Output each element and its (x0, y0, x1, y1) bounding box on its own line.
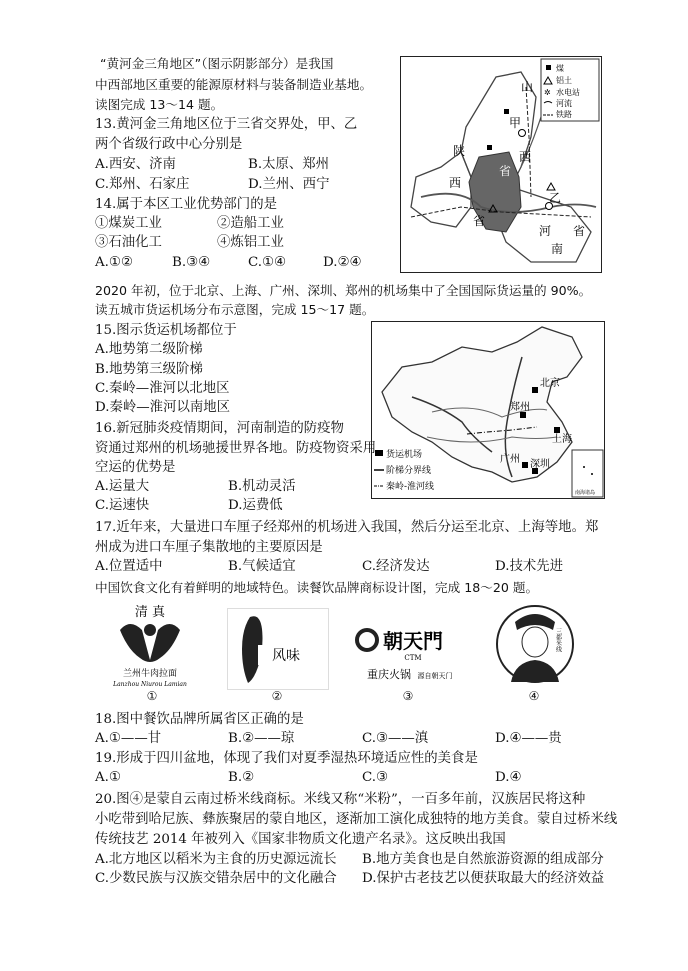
q13-stem1: 13.黄河金三角地区位于三省交界处，甲、乙 (95, 117, 358, 132)
q13-option-b[interactable]: B.太原、郑州 (248, 157, 330, 172)
map1-label-7: 省 (473, 214, 486, 228)
q13-stem2: 两个省级行政中心分别是 (95, 137, 243, 152)
city-guangzhou: 广州 (500, 454, 520, 465)
q17-option-b[interactable]: B.气候适宜 (228, 559, 296, 574)
logo3-tag: 源自朝天门 (417, 672, 453, 680)
q17-stem2: 州成为进口车厘子集散地的主要原因是 (95, 540, 323, 555)
q16-stem2: 资通过郑州的机场驰援世界各地。防疫物资采用 (95, 441, 377, 456)
intro3-line1: 中国饮食文化有着鲜明的地域特色。读餐饮品牌商标设计图，完成 18～20 题。 (95, 580, 539, 595)
q16-option-d[interactable]: D.运费低 (228, 498, 283, 513)
q14-option-b[interactable]: B.③④ (172, 255, 211, 270)
q16-stem1: 16.新冠肺炎疫情期间，河南制造的防疫物 (95, 421, 344, 436)
map1-label-3: 陕 (453, 144, 466, 158)
logo2-text: 风味 (272, 648, 300, 664)
logo-chaotianmen (353, 612, 453, 688)
inset-island-2 (591, 473, 593, 475)
legend-coal: 煤 (556, 64, 564, 73)
face-icon (522, 627, 548, 657)
logo3-sub: 重庆火锅 (367, 668, 411, 681)
q16-option-c[interactable]: C.运速快 (95, 498, 150, 513)
q15-option-b[interactable]: B.地势第三级阶梯 (95, 362, 203, 377)
city-zhengzhou: 郑州 (510, 402, 530, 413)
logo3-swirl-icon (357, 630, 377, 650)
map1-label-0: 山 (521, 80, 534, 94)
q13-option-d[interactable]: D.兰州、西宁 (248, 177, 330, 192)
intro2-line2: 读五城市货运机场分布示意图，完成 15～17 题。 (95, 302, 375, 317)
q15-option-a[interactable]: A.地势第二级阶梯 (95, 342, 203, 357)
railway-line-ns (526, 87, 531, 197)
logo3-svg (353, 612, 453, 688)
logo3-big-text: 朝天門 (383, 629, 443, 653)
q16-stem3: 空运的优势是 (95, 460, 176, 475)
legend-hydro: 水电站 (556, 88, 580, 97)
map1-label-2: 甲 (509, 116, 522, 130)
logo-caption-3: ③ (402, 689, 414, 703)
q17-option-d[interactable]: D.技术先进 (495, 559, 564, 574)
q18-option-d[interactable]: D.④——贵 (495, 731, 562, 746)
legend-bauxite: 铝土 (556, 76, 572, 85)
q14-item-3: ③石油化工 (95, 235, 162, 250)
q18-option-c[interactable]: C.③——滇 (362, 731, 429, 746)
intro1-line2: 中西部地区重要的能源原材料与装备制造业基地。 (95, 77, 373, 92)
legend-river: 河流 (556, 99, 572, 108)
q20-stem1: 20.图④是蒙自云南过桥米线商标。米线又称“米粉”，一百多年前，汉族居民将这种 (95, 792, 586, 807)
q16-option-a[interactable]: A.运量大 (95, 479, 150, 494)
q18-option-a[interactable]: A.①——甘 (95, 731, 162, 746)
airport-guangzhou (522, 462, 528, 468)
logo-caption-4: ④ (528, 689, 540, 703)
airport-beijing (532, 387, 538, 393)
q14-item-2: ②造船工业 (217, 216, 284, 231)
q14-item-4: ④炼铝工业 (217, 235, 284, 250)
bauxite-symbol (547, 183, 555, 190)
legend-rail: 铁路 (556, 110, 572, 119)
q14-option-d[interactable]: D.②④ (323, 255, 362, 270)
q15-option-c[interactable]: C.秦岭—淮河以北地区 (95, 381, 230, 396)
coal-symbol (504, 109, 509, 114)
q17-option-c[interactable]: C.经济发达 (362, 559, 430, 574)
inset-island (583, 466, 585, 468)
yellow-river-triangle-map (400, 56, 602, 273)
noodle-head-icon (144, 624, 156, 636)
logo4-svg (495, 600, 575, 686)
map1-label-5: 省 (499, 164, 512, 178)
map1-label-8: 河 (539, 224, 552, 238)
q19-option-d[interactable]: D.④ (495, 770, 522, 785)
coal-symbol-2 (487, 145, 492, 150)
legend-step: 阶梯分界线 (386, 466, 432, 476)
q20-stem3: 传统技艺 2014 年被列入《国家非物质文化遗产名录》。这反映出我国 (95, 832, 506, 847)
map1-label-9: 南 (551, 242, 564, 256)
q20-stem2: 小吃带到哈尼族、彝族聚居的蒙自地区，逐渐加工演化成独特的地方美食。蒙自过桥米线 (95, 812, 618, 827)
logo1-en-text: Lanzhou Niurou Lamian (113, 681, 187, 688)
q13-option-c[interactable]: C.郑州、石家庄 (95, 177, 190, 192)
q19-stem: 19.形成于四川盆地，体现了我们对夏季湿热环境适应性的美食是 (95, 751, 478, 766)
q20-option-b[interactable]: B.地方美食也是自然旅游资源的组成部分 (362, 852, 604, 867)
logo1-sub-text: 兰州牛肉拉面 (122, 669, 178, 679)
map1-label-6: 乙 (549, 191, 562, 205)
inset-label: 南海诸岛 (575, 490, 596, 496)
q17-stem1: 17.近年来，大量进口车厘子经郑州的机场进入我国，然后分运至北京、上海等地。郑 (95, 520, 599, 535)
map1-label-4: 西 (449, 176, 462, 190)
logo-mengzi-mixian (495, 600, 575, 686)
logo4-side-text: 三都米线 (554, 628, 562, 652)
q19-option-a[interactable]: A.① (95, 770, 121, 785)
q19-option-c[interactable]: C.③ (362, 770, 389, 785)
q20-option-d[interactable]: D.保护古老技艺以便获取最大的经济效益 (362, 871, 605, 886)
logo1-top-text: 清 真 (134, 605, 166, 620)
q19-option-b[interactable]: B.② (228, 770, 255, 785)
q14-option-a[interactable]: A.①② (95, 255, 133, 270)
q18-option-b[interactable]: B.②——琼 (228, 731, 295, 746)
logo1-svg (100, 600, 200, 688)
intro1-line3: 读图完成 13～14 题。 (95, 97, 224, 112)
map1-label-10: 省 (573, 224, 586, 238)
intro2-line1: 2020 年初，位于北京、上海、广州、深圳、郑州的机场集中了全国国际货运量的 90%。 (95, 283, 592, 298)
logo-lanzhou-lamian (100, 600, 200, 688)
city-beijing: 北京 (540, 378, 560, 389)
logo-taiwan-flavor (227, 608, 329, 690)
capital-jia-marker (519, 130, 526, 137)
q15-stem: 15.图示货运机场都位于 (95, 323, 237, 338)
map1-label-1: 西 (519, 150, 532, 164)
intro1-line1: “黄河金三角地区”（图示阴影部分）是我国 (100, 56, 334, 71)
city-shenzhen: 深圳 (530, 459, 550, 470)
logo-caption-2: ② (271, 689, 283, 703)
logo-caption-1: ① (146, 689, 158, 703)
q20-option-c[interactable]: C.少数民族与汉族交错杂居中的文化融合 (95, 871, 337, 886)
legend-hydro-icon: ✲ (544, 88, 551, 97)
q14-option-c[interactable]: C.①④ (248, 255, 287, 270)
map2-svg (372, 322, 604, 498)
legend-coal-icon (546, 65, 551, 70)
legend-airport: 货运机场 (386, 450, 423, 460)
airport-shanghai (554, 427, 560, 433)
q15-option-d[interactable]: D.秦岭—淮河以南地区 (95, 400, 231, 415)
city-shanghai: 上海 (552, 434, 572, 445)
q16-option-b[interactable]: B.机动灵活 (228, 479, 296, 494)
q18-stem: 18.图中餐饮品牌所属省区正确的是 (95, 712, 304, 727)
map1-svg (401, 57, 601, 272)
china-airport-map (371, 321, 605, 499)
legend-qinling: 秦岭-淮河线 (386, 482, 435, 492)
q20-option-a[interactable]: A.北方地区以稻米为主食的历史源远流长 (95, 852, 337, 867)
q14-stem: 14.属于本区工业优势部门的是 (95, 197, 277, 212)
logo2-svg (228, 609, 328, 689)
q17-option-a[interactable]: A.位置适中 (95, 559, 163, 574)
q14-item-1: ①煤炭工业 (95, 216, 162, 231)
shaanxi-outline (411, 152, 471, 227)
q13-option-a[interactable]: A.西安、济南 (95, 157, 176, 172)
logo3-ctm: CTM (404, 654, 422, 662)
